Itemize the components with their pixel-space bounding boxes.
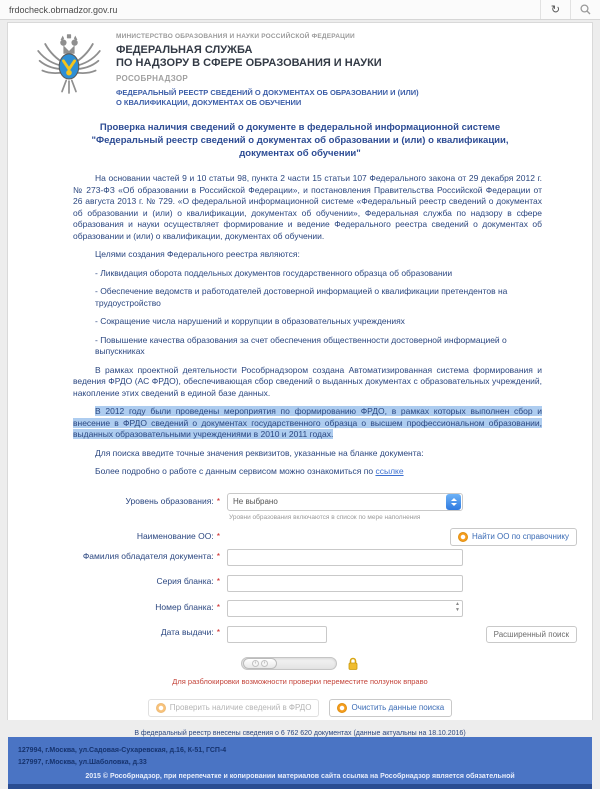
form-row-org-name [8,528,592,541]
unlock-slider[interactable] [241,657,337,670]
rosobrnadzor-eagle-logo [34,30,104,100]
find-org-button[interactable]: Найти ОО по справочнику [450,528,577,546]
find-org-icon [458,532,468,542]
unlock-slider-area [8,657,592,671]
goal-item: - Обеспечение ведомств и работодателей достоверной информацией о квалификации претендентов на трудоустройство [95,286,508,308]
series-input[interactable] [227,575,463,592]
service-short-name: РОСОБРНАДЗОР [116,74,189,83]
unlock-slider-handle[interactable]: ‹ › [243,658,277,669]
clear-search-icon [337,703,347,713]
footer-address-2: 127997, г.Москва, ул.Шаболовка, д.33 [18,758,147,766]
goals-intro: Целями создания Федерального реестра являются: [95,249,300,259]
browser-address-bar [0,0,600,20]
surname-label: Фамилия обладателя документа: [82,550,214,561]
check-frdo-button[interactable]: Проверить наличие сведений в ФРДО [148,699,320,717]
clear-search-button[interactable]: Очистить данные поиска [329,699,452,717]
intro-text [73,166,542,478]
more-info-line: Более подробно о работе с данным сервисом можно ознакомиться по ссылке [95,466,404,476]
search-button[interactable] [570,0,600,19]
registry-name: ФЕДЕРАЛЬНЫЙ РЕЕСТР СВЕДЕНИЙ О ДОКУМЕНТАХ ОБ ОБРАЗОВАНИИ И (ИЛИ) О КВАЛИФИКАЦИИ, ДОКУМЕНТАХ ОБ ОБУЧЕНИИ [116,88,419,107]
paragraph-as-frdo: В рамках проектной деятельности Рособрнадзором создана Автоматизированная система формирования и ведения ФРДО (АС ФРДО), обеспечивающая сбор сведений о выданных документах с образовательных учреждений, накопление этих сведений в единой базе данных. [73,364,542,398]
required-marker: * [216,495,220,506]
goal-item: - Сокращение числа нарушений и коррупции в образовательных учреждениях [95,316,405,326]
required-marker: * [216,530,220,541]
site-header [8,23,592,108]
number-input[interactable] [227,600,463,617]
service-name: ФЕДЕРАЛЬНАЯ СЛУЖБА ПО НАДЗОРУ В СФЕРЕ ОБРАЗОВАНИЯ И НАУКИ [116,44,382,69]
footer-address-1: 127994, г.Москва, ул.Садовая-Сухаревская, д.16, К-51, ГСП-4 [18,746,227,754]
unlock-hint: Для разблокировки возможности проверки переместите ползунок вправо [172,676,428,686]
number-spinner-icon[interactable]: ▲ ▼ [455,600,460,613]
advanced-search-button[interactable]: Расширенный поиск [486,626,577,643]
form-row-number [8,599,592,618]
registry-stats: В федеральный реестр внесены сведения о 6 762 620 документах (данные актуальны на 18.10.2016) [134,729,466,737]
form-actions [8,699,592,717]
form-row-surname [8,548,592,567]
lock-icon [347,657,359,671]
goal-item: - Ликвидация оборота поддельных документов государственного образца об образовании [95,267,453,278]
search-icon [580,4,591,15]
required-marker: * [216,601,220,612]
reload-icon: ↻ [550,4,561,16]
page-title: Проверка наличия сведений о документе в федеральной информационной системе "Федеральный реестр сведений о документах об образовании и (или) о квалификации, документах об обучении" [91,122,509,159]
form-row-issue-date [8,624,592,643]
check-frdo-icon [156,703,166,713]
surname-input[interactable] [227,549,463,566]
issue-date-label: Дата выдачи: [160,627,214,637]
required-marker: * [216,550,220,561]
education-level-label: Уровень образования: [125,495,214,506]
footer-copyright: 2015 © Рособрнадзор, при перепечатке и копировании материалов сайта ссылка на Рособрнадзор является обязательной [85,772,515,780]
paragraph-law: На основании частей 9 и 10 статьи 98, пункта 2 части 15 статьи 107 Федерального закона от 29 декабря 2012 г. № 273-ФЗ «Об образовании в Российской Федерации», и постановления Правительства Российской Федерации от 26 августа 2013 г. № 729. «О федеральной информационной системе «Федеральный реестр сведений о документах об образовании и (или) о квалификации, документах об обучении», Федеральная служба по надзору в сфере образования и науки осуществляет формирование и ведение Федерального реестра сведений о документах об образовании и (или) о квалификации, документах об обучении. [73,173,542,241]
number-label: Номер бланка: [155,601,214,612]
education-level-select[interactable] [227,493,463,511]
goal-item: - Повышение качества образования за счет обеспечения общественности достоверной информацией о выпускниках [95,334,507,356]
ministry-line: МИНИСТЕРСТВО ОБРАЗОВАНИЯ И НАУКИ РОССИЙСКОЙ ФЕДЕРАЦИИ [116,33,355,40]
form-row-education-level [8,493,592,521]
more-info-link[interactable]: ссылке [375,466,404,476]
education-level-value: Не выбрано [233,497,278,506]
form-row-series [8,573,592,592]
search-form [8,486,592,737]
url-input[interactable]: frdocheck.obrnadzor.gov.ru [9,4,118,15]
select-spinner-icon [446,494,461,510]
search-intro: Для поиска введите точные значения реквизитов, указанные на бланке документа: [95,447,424,458]
page-container [7,22,593,780]
paragraph-highlighted [73,406,542,441]
selected-text: В 2012 году были проведены мероприятия по формированию ФРДО, в рамках которых выполнен сбор и внесение в ФРДО сведений о документах государственного образца о высшем профессиональном образовании, выданных образовательными учреждениями в 2010 и 2011 годах. [73,406,542,439]
series-label: Серия бланка: [156,576,214,586]
required-marker: * [216,627,220,637]
site-footer [8,737,592,789]
education-level-hint: Уровни образования включаются в список по мере наполнения [229,513,421,521]
required-marker: * [216,576,220,586]
org-name-label: Наименование ОО: [136,530,214,541]
reload-button[interactable] [540,0,570,19]
issue-date-input[interactable] [227,626,327,643]
